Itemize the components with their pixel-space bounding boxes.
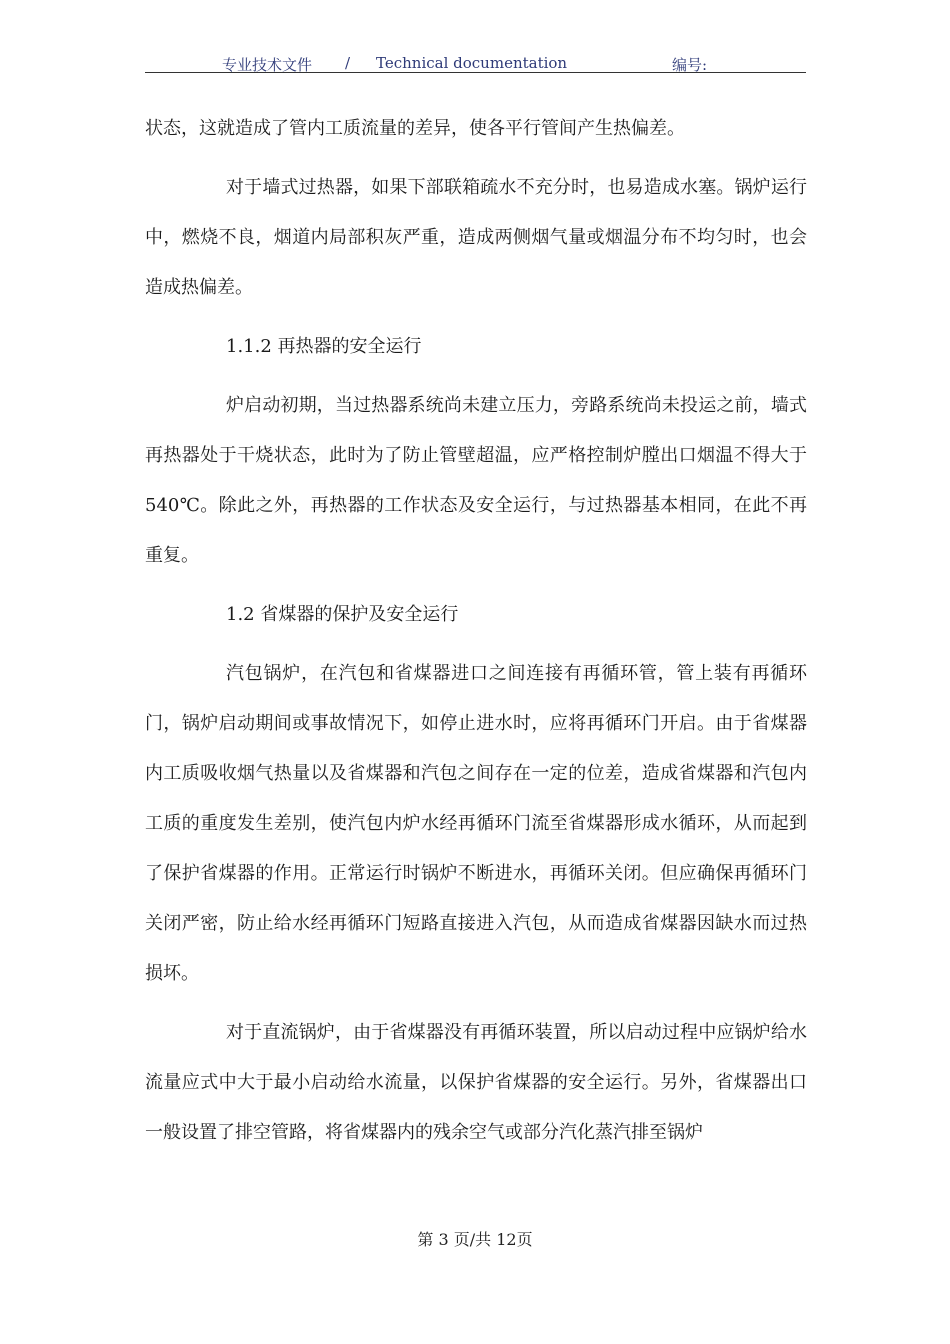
header-english-title: Technical documentation (376, 54, 568, 72)
paragraph-reheater: 炉启动初期，当过热器系统尚未建立压力，旁路系统尚未投运之前，墙式再热器处于干烧状态，此时为了防止管壁超温，应严格控制炉膛出口烟温不得大于 540℃。除此之外，再热器的工作状态及安全运行，与过热器基本相同，在此不再重复。 (145, 395, 807, 566)
paragraph-continuation: 状态，这就造成了管内工质流量的差异，使各平行管间产生热偏差。 (145, 118, 685, 139)
page-header (145, 52, 806, 73)
header-doc-type: 专业技术文件 (222, 56, 313, 74)
paragraph-once-through-boiler: 对于直流锅炉，由于省煤器没有再循环装置，所以启动过程中应锅炉给水流量应式中大于最小启动给水流量，以保护省煤器的安全运行。另外，省煤器出口一般设置了排空管路，将省煤器内的残余空气或部分汽化蒸汽排至锅炉 (145, 1022, 807, 1143)
page-footer: 第 3 页/共 12页 (417, 1230, 533, 1249)
paragraph-wall-superheater: 对于墙式过热器，如果下部联箱疏水不充分时，也易造成水塞。锅炉运行中，燃烧不良，烟道内局部积灰严重，造成两侧烟气量或烟温分布不均匀时，也会造成热偏差。 (145, 177, 807, 298)
paragraph-drum-boiler: 汽包锅炉，在汽包和省煤器进口之间连接有再循环管，管上装有再循环门，锅炉启动期间或事故情况下，如停止进水时，应将再循环门开启。由于省煤器内工质吸收烟气热量以及省煤器和汽包之间存在一定的位差，造成省煤器和汽包内工质的重度发生差别，使汽包内炉水经再循环门流至省煤器形成水循环，从而起到了保护省煤器的作用。正常运行时锅炉不断进水，再循环关闭。但应确保再循环门关闭严密，防止给水经再循环门短路直接进入汽包，从而造成省煤器因缺水而过热损坏。 (145, 663, 807, 984)
section-heading-reheater: 1.1.2 再热器的安全运行 (226, 336, 422, 357)
header-number-label: 编号: (672, 56, 708, 74)
header-separator: / (345, 54, 351, 72)
document-body (145, 104, 807, 1167)
section-heading-economizer: 1.2 省煤器的保护及安全运行 (226, 604, 459, 625)
